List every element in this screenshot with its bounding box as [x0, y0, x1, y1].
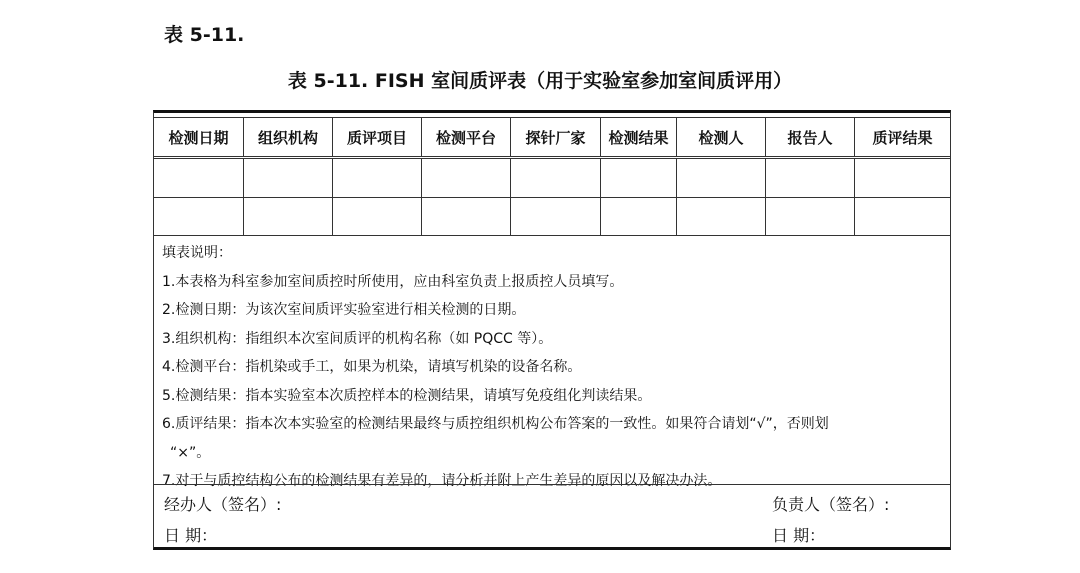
table-cell[interactable]: [766, 197, 855, 235]
handler-signature-label: 经办人（签名）:: [164, 495, 282, 514]
instruction-line: 7.对于与质控结构公布的检测结果有差异的，请分析并附上产生差异的原因以及解决办法。: [162, 473, 722, 489]
table-cell[interactable]: [766, 159, 855, 197]
instruction-line: 1.本表格为科室参加室间质控时所使用，应由科室负责上报质控人员填写。: [162, 273, 624, 290]
column-header: 检测日期: [154, 118, 244, 156]
table-cell[interactable]: [154, 159, 244, 197]
qc-form-table: [153, 110, 951, 550]
table-cell[interactable]: [601, 197, 677, 235]
table-title: 表 5-11. FISH 室间质评表（用于实验室参加室间质评用）: [287, 70, 793, 92]
table-cell[interactable]: [244, 197, 333, 235]
table-cell[interactable]: [333, 197, 422, 235]
instruction-line: 6.质评结果：指本次本实验室的检测结果最终与质控组织机构公布答案的一致性。如果符合请划“√”，否则划: [162, 416, 829, 432]
table-cell[interactable]: [422, 159, 511, 197]
table-cell[interactable]: [511, 159, 601, 197]
instructions-heading: 填表说明：: [162, 245, 232, 261]
column-header: 检测人: [677, 118, 766, 156]
instruction-line: 5.检测结果：指本实验室本次质控样本的检测结果，请填写免疫组化判读结果。: [162, 387, 652, 404]
column-header: 检测结果: [601, 118, 677, 156]
instructions-block: [162, 239, 942, 496]
column-header: 检测平台: [422, 118, 511, 156]
instruction-line: “×”。: [170, 444, 211, 461]
table-cell[interactable]: [855, 197, 950, 235]
signature-section: [154, 484, 950, 551]
instruction-line: 4.检测平台：指机染或手工，如果为机染，请填写机染的设备名称。: [162, 359, 582, 375]
instruction-line: 3.组织机构：指组织本次室间质评的机构名称（如 PQCC 等）。: [162, 330, 553, 347]
column-header: 质评结果: [872, 128, 933, 147]
header-row: [154, 117, 950, 157]
document-label: 表 5-11.: [164, 24, 245, 46]
table-cell[interactable]: [154, 197, 244, 235]
table-cell[interactable]: [601, 159, 677, 197]
handler-date-label: 日 期：: [164, 526, 218, 545]
table-cell[interactable]: [333, 159, 422, 197]
column-header: 报告人: [766, 118, 855, 156]
table-cell[interactable]: [855, 159, 950, 197]
column-header: 组织机构: [244, 118, 333, 156]
table-cell[interactable]: [511, 197, 601, 235]
supervisor-signature-label: 负责人（签名）:: [772, 495, 890, 514]
supervisor-date-label: 日 期：: [772, 526, 826, 545]
table-row: [154, 197, 950, 236]
column-header: 探针厂家: [511, 118, 601, 156]
table-cell[interactable]: [244, 159, 333, 197]
table-cell[interactable]: [422, 197, 511, 235]
table-cell[interactable]: [677, 159, 766, 197]
table-row: [154, 158, 950, 198]
column-header: 质评项目: [333, 118, 422, 156]
table-cell[interactable]: [677, 197, 766, 235]
instruction-line: 2.检测日期：为该次室间质评实验室进行相关检测的日期。: [162, 302, 526, 318]
